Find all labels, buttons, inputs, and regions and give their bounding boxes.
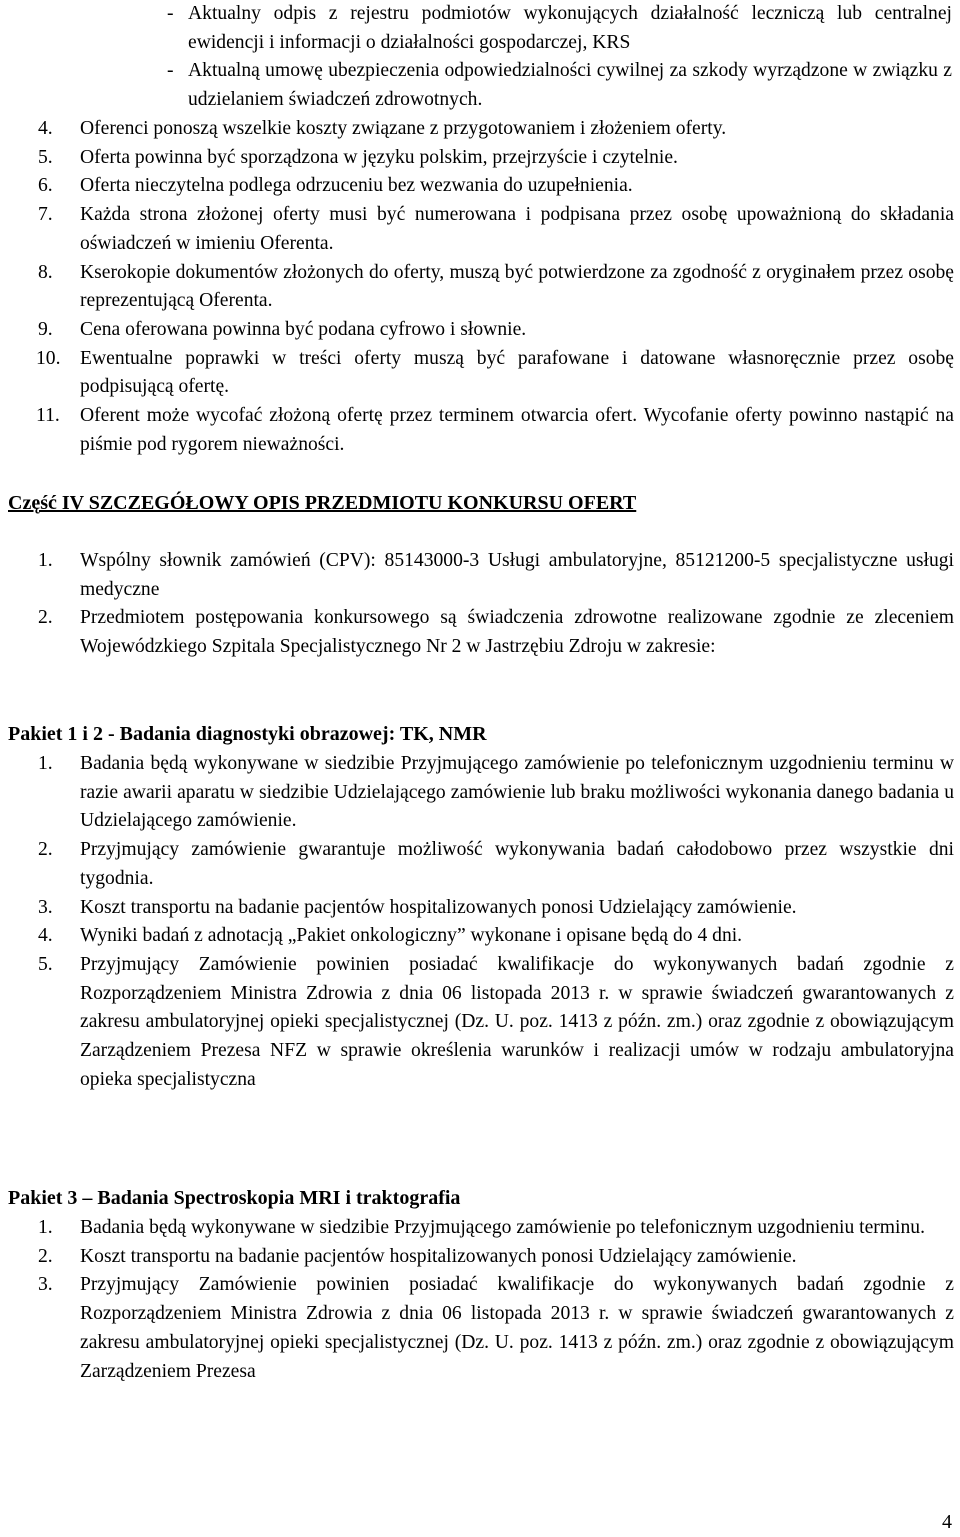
list-item-number: 1. <box>38 1217 53 1238</box>
list-item <box>0 1271 960 1386</box>
list-item-number: 1. <box>38 753 53 774</box>
list-item <box>0 1243 960 1272</box>
list-item-text: Oferta powinna być sporządzona w języku polskim, przejrzyście i czytelnie. <box>80 146 678 168</box>
dash-item-text: Aktualny odpis z rejestru podmiotów wykonujących działalność leczniczą lub centralnej ewidencji i informacji o działalności gospodarczej, KRS <box>188 3 952 53</box>
list-item <box>0 1214 960 1243</box>
list-item-number: 2. <box>38 1245 53 1267</box>
page-number: 4 <box>942 1511 952 1533</box>
list-item-number: 2. <box>38 607 53 629</box>
list-item <box>0 345 960 402</box>
list-item-number: 10. <box>36 347 61 369</box>
list-item-text: Wyniki badań z adnotacją „Pakiet onkologiczny” wykonane i opisane będą do 4 dni. <box>80 925 743 947</box>
list-item-number: 3. <box>38 1274 53 1296</box>
list-item <box>0 604 960 661</box>
list-item-number: 8. <box>38 261 53 283</box>
list-item-number: 1. <box>38 550 53 571</box>
dash-item <box>0 57 960 114</box>
list-item <box>0 922 960 951</box>
list-item-text: Oferent może wycofać złożoną ofertę przez terminem otwarcia ofert. Wycofanie oferty powinno nastąpić na piśmie pod rygorem nieważności. <box>80 405 954 455</box>
pakiet-3-list <box>0 1214 960 1386</box>
list-item <box>0 316 960 345</box>
list-item-text: Koszt transportu na badanie pacjentów hospitalizowanych ponosi Udzielający zamówienie. <box>80 1245 797 1267</box>
dash-mark: - <box>167 3 174 24</box>
list-item-number: 6. <box>38 175 53 197</box>
list-item-text: Badania będą wykonywane w siedzibie Przyjmującego zamówienie po telefonicznym uzgodnieniu terminu. <box>80 1217 925 1238</box>
section-heading: Część IV SZCZEGÓŁOWY OPIS PRZEDMIOTU KONKURSU OFERT <box>8 492 637 514</box>
list-item-number: 11. <box>36 405 60 427</box>
list-item-number: 5. <box>38 953 53 975</box>
list-item-text: Każda strona złożonej oferty musi być numerowana i podpisana przez osobę upoważnioną do składania oświadczeń w imieniu Oferenta. <box>80 204 954 254</box>
list-item-text: Badania będą wykonywane w siedzibie Przyjmującego zamówienie po telefonicznym uzgodnieniu terminu w razie awarii aparatu w siedzibie Udzielającego zamówienie lub braku możliwości wykonania danego badania u Udzielającego zamówienie. <box>80 753 954 832</box>
list-item <box>0 750 960 836</box>
list-item <box>0 951 960 1095</box>
list-item <box>0 547 960 604</box>
section-items-list <box>0 547 960 662</box>
pakiet-3-title: Pakiet 3 – Badania Spectroskopia MRI i traktografia <box>8 1187 461 1209</box>
requirements-dash-list <box>0 0 960 115</box>
list-item-number: 7. <box>38 204 53 226</box>
offer-rules-list <box>0 115 960 459</box>
list-item <box>0 259 960 316</box>
list-item <box>0 894 960 923</box>
list-item-text: Przyjmujący zamówienie gwarantuje możliwość wykonywania badań całodobowo przez wszystkie dni tygodnia. <box>80 839 954 889</box>
list-item-text: Ewentualne poprawki w treści oferty muszą być parafowane i datowane własnoręcznie przez osobę podpisującą ofertę. <box>80 347 954 398</box>
list-item-text: Cena oferowana powinna być podana cyfrowo i słownie. <box>80 318 527 340</box>
list-item-number: 4. <box>38 925 53 947</box>
list-item <box>0 115 960 144</box>
list-item <box>0 836 960 893</box>
list-item <box>0 172 960 201</box>
list-item-number: 2. <box>38 839 53 861</box>
list-item-number: 4. <box>38 118 53 139</box>
list-item <box>0 144 960 173</box>
dash-item <box>0 0 960 57</box>
list-item <box>0 402 960 459</box>
list-item-number: 9. <box>38 318 53 340</box>
list-item-text: Oferta nieczytelna podlega odrzuceniu bez wezwania do uzupełnienia. <box>80 175 633 197</box>
dash-item-text: Aktualną umowę ubezpieczenia odpowiedzialności cywilnej za szkody wyrządzone w związku z udzielaniem świadczeń zdrowotnych. <box>188 60 952 111</box>
list-item-text: Oferenci ponoszą wszelkie koszty związane z przygotowaniem i złożeniem oferty. <box>80 118 727 139</box>
list-item-number: 5. <box>38 146 53 168</box>
list-item-text: Przedmiotem postępowania konkursowego są świadczenia zdrowotne realizowane zgodnie ze zleceniem Wojewódzkiego Szpitala Specjalistycznego Nr 2 w Jastrzębiu Zdroju w zakresie: <box>80 607 954 658</box>
dash-mark: - <box>167 60 174 82</box>
list-item-text: Przyjmujący Zamówienie powinien posiadać kwalifikacje do wykonywanych badań zgodnie z Rozporządzeniem Ministra Zdrowia z dnia 06 listopada 2013 r. w sprawie świadczeń gwarantowanych z zakresu ambulatoryjnej opieki specjalistycznej (Dz. U. poz. 1413 z późn. zm.) oraz zgodnie z obowiązującym Zarządzeniem Prezesa NFZ w sprawie określenia warunków i realizacji umów w rodzaju ambulatoryjna opieka specjalistyczna <box>80 953 954 1090</box>
pakiet-1-2-list <box>0 750 960 1094</box>
list-item <box>0 201 960 258</box>
list-item-text: Przyjmujący Zamówienie powinien posiadać kwalifikacje do wykonywanych badań zgodnie z Rozporządzeniem Ministra Zdrowia z dnia 06 listopada 2013 r. w sprawie świadczeń gwarantowanych z zakresu ambulatoryjnej opieki specjalistycznej (Dz. U. poz. 1413 z późn. zm.) oraz zgodnie z obowiązującym Zarządzeniem Prezesa <box>80 1274 954 1382</box>
pakiet-1-2-title: Pakiet 1 i 2 - Badania diagnostyki obrazowej: TK, NMR <box>8 723 487 745</box>
list-item-number: 3. <box>38 896 53 918</box>
list-item-text: Koszt transportu na badanie pacjentów hospitalizowanych ponosi Udzielający zamówienie. <box>80 896 797 918</box>
list-item-text: Kserokopie dokumentów złożonych do oferty, muszą być potwierdzone za zgodność z oryginałem przez osobę reprezentującą Oferenta. <box>80 261 954 312</box>
list-item-text: Wspólny słownik zamówień (CPV): 85143000-3 Usługi ambulatoryjne, 85121200-5 specjalistyczne usługi medyczne <box>80 550 954 600</box>
